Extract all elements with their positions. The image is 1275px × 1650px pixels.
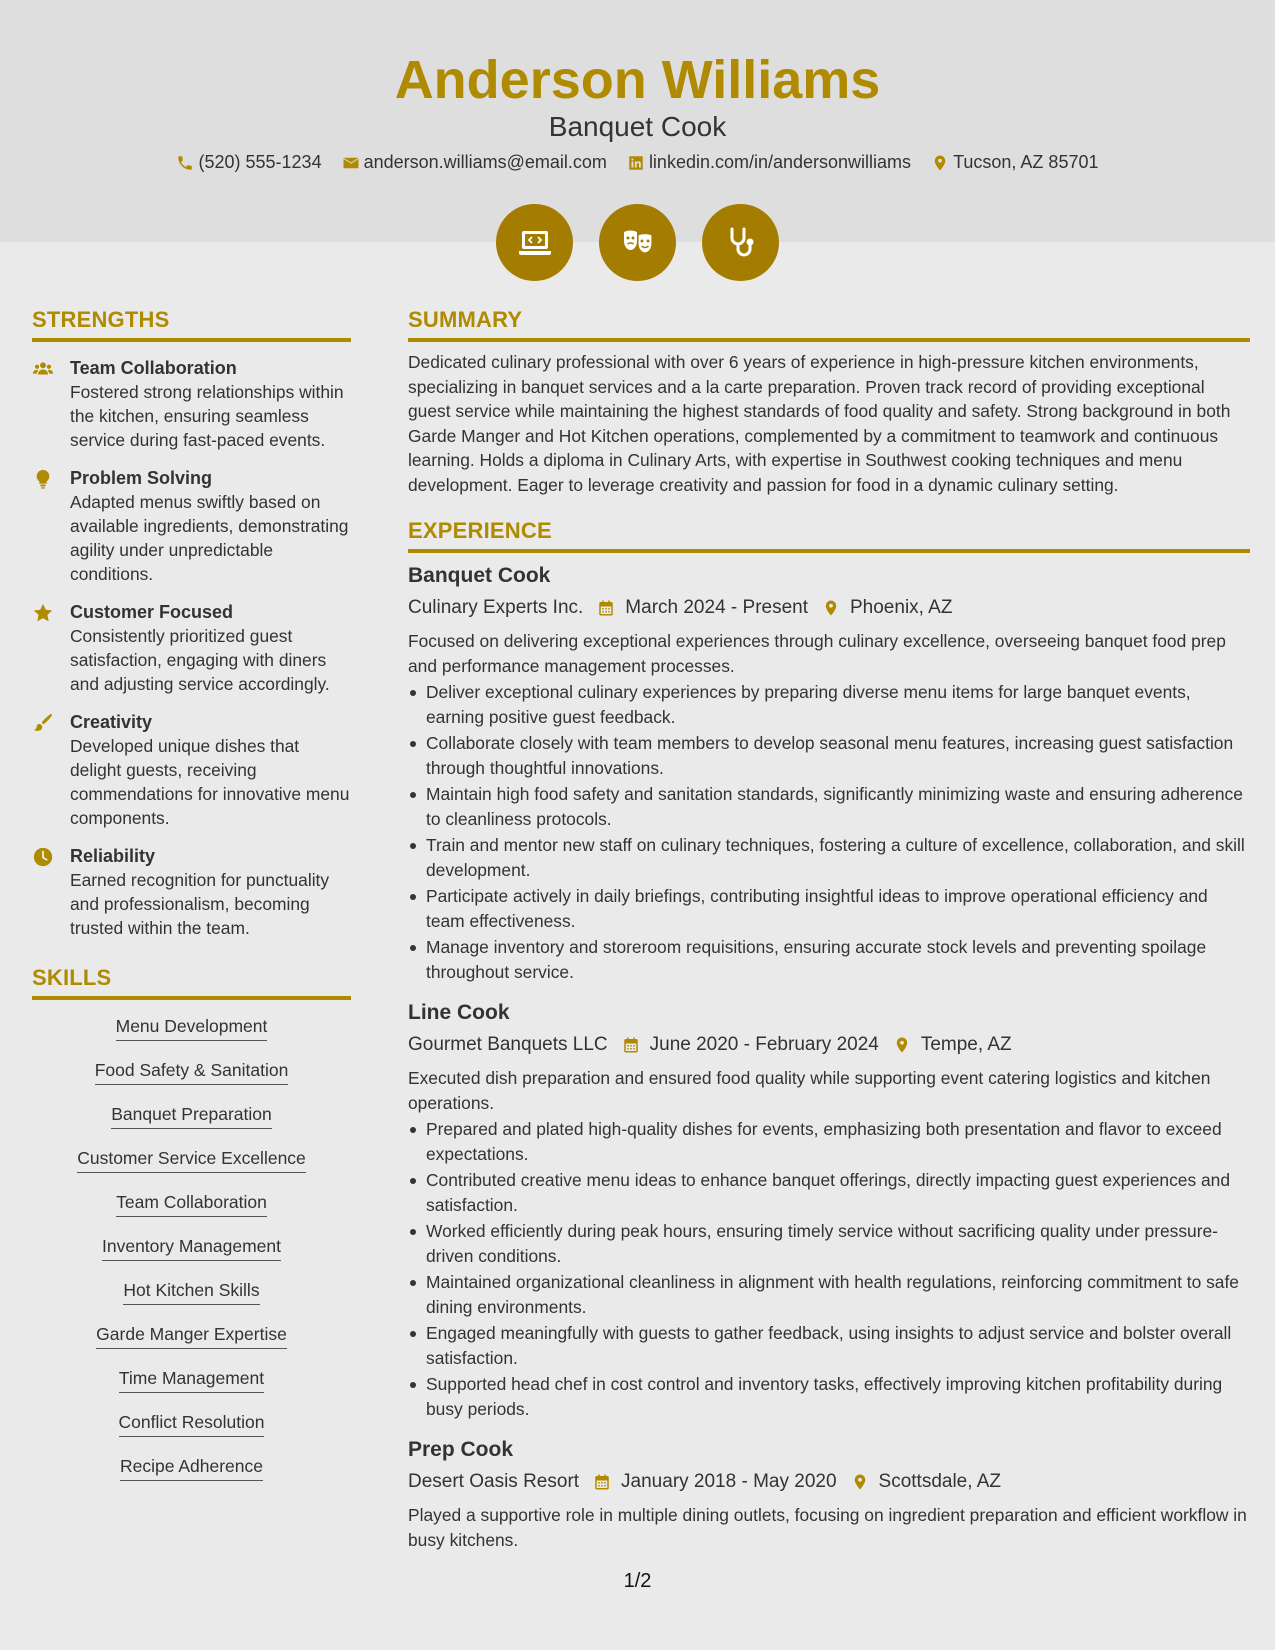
job-entry — [408, 1000, 1250, 1421]
summary-text: Dedicated culinary professional with over 6 years of experience in high-pressure kitchen environments, specializing in banquet services and a la carte preparation. Proven track record of providing exceptional guest service while maintaining the highest standards of food quality and safety. Strong background in both Garde Manger and Hot Kitchen operations, complemented by a commitment to teamwork and continuous learning. Holds a diploma in Culinary Arts, with expertise in Southwest cooking techniques and menu development. Eager to leverage creativity and passion for food in a dynamic culinary setting. — [408, 352, 1231, 495]
job-bullet: Manage inventory and storeroom requisitions, ensuring accurate stock levels and preventing spoilage throughout service. — [408, 935, 1250, 984]
job-title: Prep Cook — [408, 1438, 514, 1461]
skill-item: Recipe Adherence — [120, 1454, 263, 1481]
candidate-title: Banquet Cook — [548, 111, 727, 142]
phone-icon — [176, 154, 194, 172]
skill-item: Time Management — [119, 1366, 264, 1393]
stethoscope-badge — [702, 204, 779, 281]
job-location: Phoenix, AZ — [850, 597, 953, 618]
strength-item — [32, 466, 351, 586]
job-location: Tempe, AZ — [920, 1034, 1012, 1055]
job-bullet: Prepared and plated high-quality dishes for events, emphasizing both presentation and flavor to exceed expectations. — [408, 1117, 1250, 1166]
theater-masks-icon — [618, 223, 658, 263]
strength-desc: Fostered strong relationships within the kitchen, ensuring seamless service during fast-paced events. — [70, 382, 344, 450]
job-description: Played a supportive role in multiple dining outlets, focusing on ingredient preparation and efficient workflow in busy kitchens. — [408, 1505, 1247, 1550]
map-pin-icon — [893, 1036, 911, 1054]
job-dates: June 2020 - February 2024 — [649, 1034, 879, 1055]
job-bullet: Collaborate closely with team members to develop seasonal menu features, increasing guest satisfaction through thoughtful innovations. — [408, 731, 1250, 780]
job-dates: March 2024 - Present — [625, 597, 808, 618]
linkedin-icon — [627, 154, 645, 172]
phone-text: (520) 555-1234 — [198, 152, 322, 172]
job-bullet: Train and mentor new staff on culinary techniques, fostering a culture of excellence, collaboration, and skill development. — [408, 833, 1250, 882]
strength-item — [32, 844, 351, 940]
laptop-code-badge — [496, 204, 573, 281]
job-bullets — [408, 1117, 1250, 1421]
right-column — [408, 306, 1250, 1552]
job-bullet: Maintain high food safety and sanitation standards, significantly minimizing waste and ensuring adherence to cleanliness protocols. — [408, 782, 1250, 831]
job-company: Desert Oasis Resort — [408, 1471, 580, 1492]
job-title: Banquet Cook — [408, 564, 551, 587]
map-pin-icon — [851, 1473, 869, 1491]
paintbrush-icon — [32, 712, 54, 734]
laptop-code-icon — [515, 223, 555, 263]
job-bullet: Worked efficiently during peak hours, ensuring timely service without sacrificing quality under pressure-driven conditions. — [408, 1219, 1250, 1268]
map-pin-icon — [931, 154, 949, 172]
strength-item — [32, 600, 351, 696]
contact-bar — [0, 152, 1275, 173]
job-bullets — [408, 680, 1250, 984]
job-bullet: Contributed creative menu ideas to enhance banquet offerings, directly impacting guest experiences and satisfaction. — [408, 1168, 1250, 1217]
clock-icon — [32, 846, 54, 868]
calendar-icon — [593, 1473, 611, 1491]
job-company: Culinary Experts Inc. — [408, 597, 584, 618]
lightbulb-icon — [32, 468, 54, 490]
skill-item: Inventory Management — [102, 1234, 281, 1261]
strength-title: Team Collaboration — [70, 358, 237, 378]
job-meta — [408, 1032, 1250, 1058]
contact-linkedin[interactable] — [627, 152, 911, 173]
job-dates: January 2018 - May 2020 — [621, 1471, 837, 1492]
strength-desc: Earned recognition for punctuality and professionalism, becoming trusted within the team. — [70, 870, 330, 938]
job-bullet: Maintained organizational cleanliness in alignment with health regulations, reinforcing commitment to safe dining environments. — [408, 1270, 1250, 1319]
job-title: Line Cook — [408, 1001, 510, 1024]
job-entry — [408, 563, 1250, 984]
theater-masks-badge — [599, 204, 676, 281]
job-location: Scottsdale, AZ — [878, 1471, 1002, 1492]
job-bullet: Deliver exceptional culinary experiences by preparing diverse menu items for large banquet events, earning positive guest feedback. — [408, 680, 1250, 729]
skill-item: Customer Service Excellence — [77, 1146, 306, 1173]
skill-item: Hot Kitchen Skills — [123, 1278, 259, 1305]
job-company: Gourmet Banquets LLC — [408, 1034, 608, 1055]
strength-item — [32, 710, 351, 830]
strength-desc: Adapted menus swiftly based on available ingredients, demonstrating agility under unpredictable conditions. — [70, 492, 349, 584]
left-column — [32, 306, 351, 1498]
strength-desc: Developed unique dishes that delight guests, receiving commendations for innovative menu components. — [70, 736, 350, 828]
skill-item: Garde Manger Expertise — [96, 1322, 287, 1349]
job-bullet: Engaged meaningfully with guests to gather feedback, using insights to adjust service and bolster overall satisfaction. — [408, 1321, 1250, 1370]
skill-item: Banquet Preparation — [111, 1102, 272, 1129]
job-description: Executed dish preparation and ensured food quality while supporting event catering logistics and kitchen operations. — [408, 1068, 1211, 1113]
star-icon — [32, 602, 54, 624]
page-number: 1/2 — [623, 1570, 652, 1592]
skill-item: Conflict Resolution — [119, 1410, 265, 1437]
strength-item — [32, 356, 351, 452]
contact-email[interactable] — [342, 152, 607, 173]
users-icon — [32, 358, 54, 380]
interest-badges — [0, 204, 1275, 281]
strength-title: Problem Solving — [70, 468, 213, 488]
strength-title: Customer Focused — [70, 602, 234, 622]
strengths-heading: STRENGTHS — [32, 306, 351, 342]
map-pin-icon — [822, 599, 840, 617]
skills-heading: SKILLS — [32, 964, 351, 1000]
strength-title: Creativity — [70, 712, 153, 732]
job-bullet: Participate actively in daily briefings, contributing insightful ideas to improve operational efficiency and team effectiveness. — [408, 884, 1250, 933]
skill-item: Team Collaboration — [116, 1190, 267, 1217]
job-entry — [408, 1437, 1250, 1552]
skills-list — [32, 1014, 351, 1498]
stethoscope-icon — [721, 223, 761, 263]
strength-desc: Consistently prioritized guest satisfaction, engaging with diners and adjusting service accordingly. — [70, 626, 330, 694]
contact-location — [931, 152, 1098, 173]
summary-heading: SUMMARY — [408, 306, 1250, 342]
job-meta — [408, 595, 1250, 621]
calendar-icon — [597, 599, 615, 617]
envelope-icon — [342, 154, 360, 172]
contact-phone[interactable] — [176, 152, 321, 173]
calendar-icon — [622, 1036, 640, 1054]
email-text: anderson.williams@email.com — [363, 152, 607, 172]
skill-item: Menu Development — [116, 1014, 268, 1041]
job-description: Focused on delivering exceptional experiences through culinary excellence, overseeing banquet food prep and performance management processes. — [408, 631, 1226, 676]
experience-heading: EXPERIENCE — [408, 517, 1250, 553]
job-meta — [408, 1469, 1250, 1495]
candidate-name: Anderson Williams — [394, 50, 881, 110]
skill-item: Food Safety & Sanitation — [95, 1058, 289, 1085]
linkedin-text: linkedin.com/in/andersonwilliams — [648, 152, 912, 172]
location-text: Tucson, AZ 85701 — [953, 152, 1099, 172]
strength-title: Reliability — [70, 846, 156, 866]
job-bullet: Supported head chef in cost control and inventory tasks, effectively improving kitchen profitability during busy periods. — [408, 1372, 1250, 1421]
